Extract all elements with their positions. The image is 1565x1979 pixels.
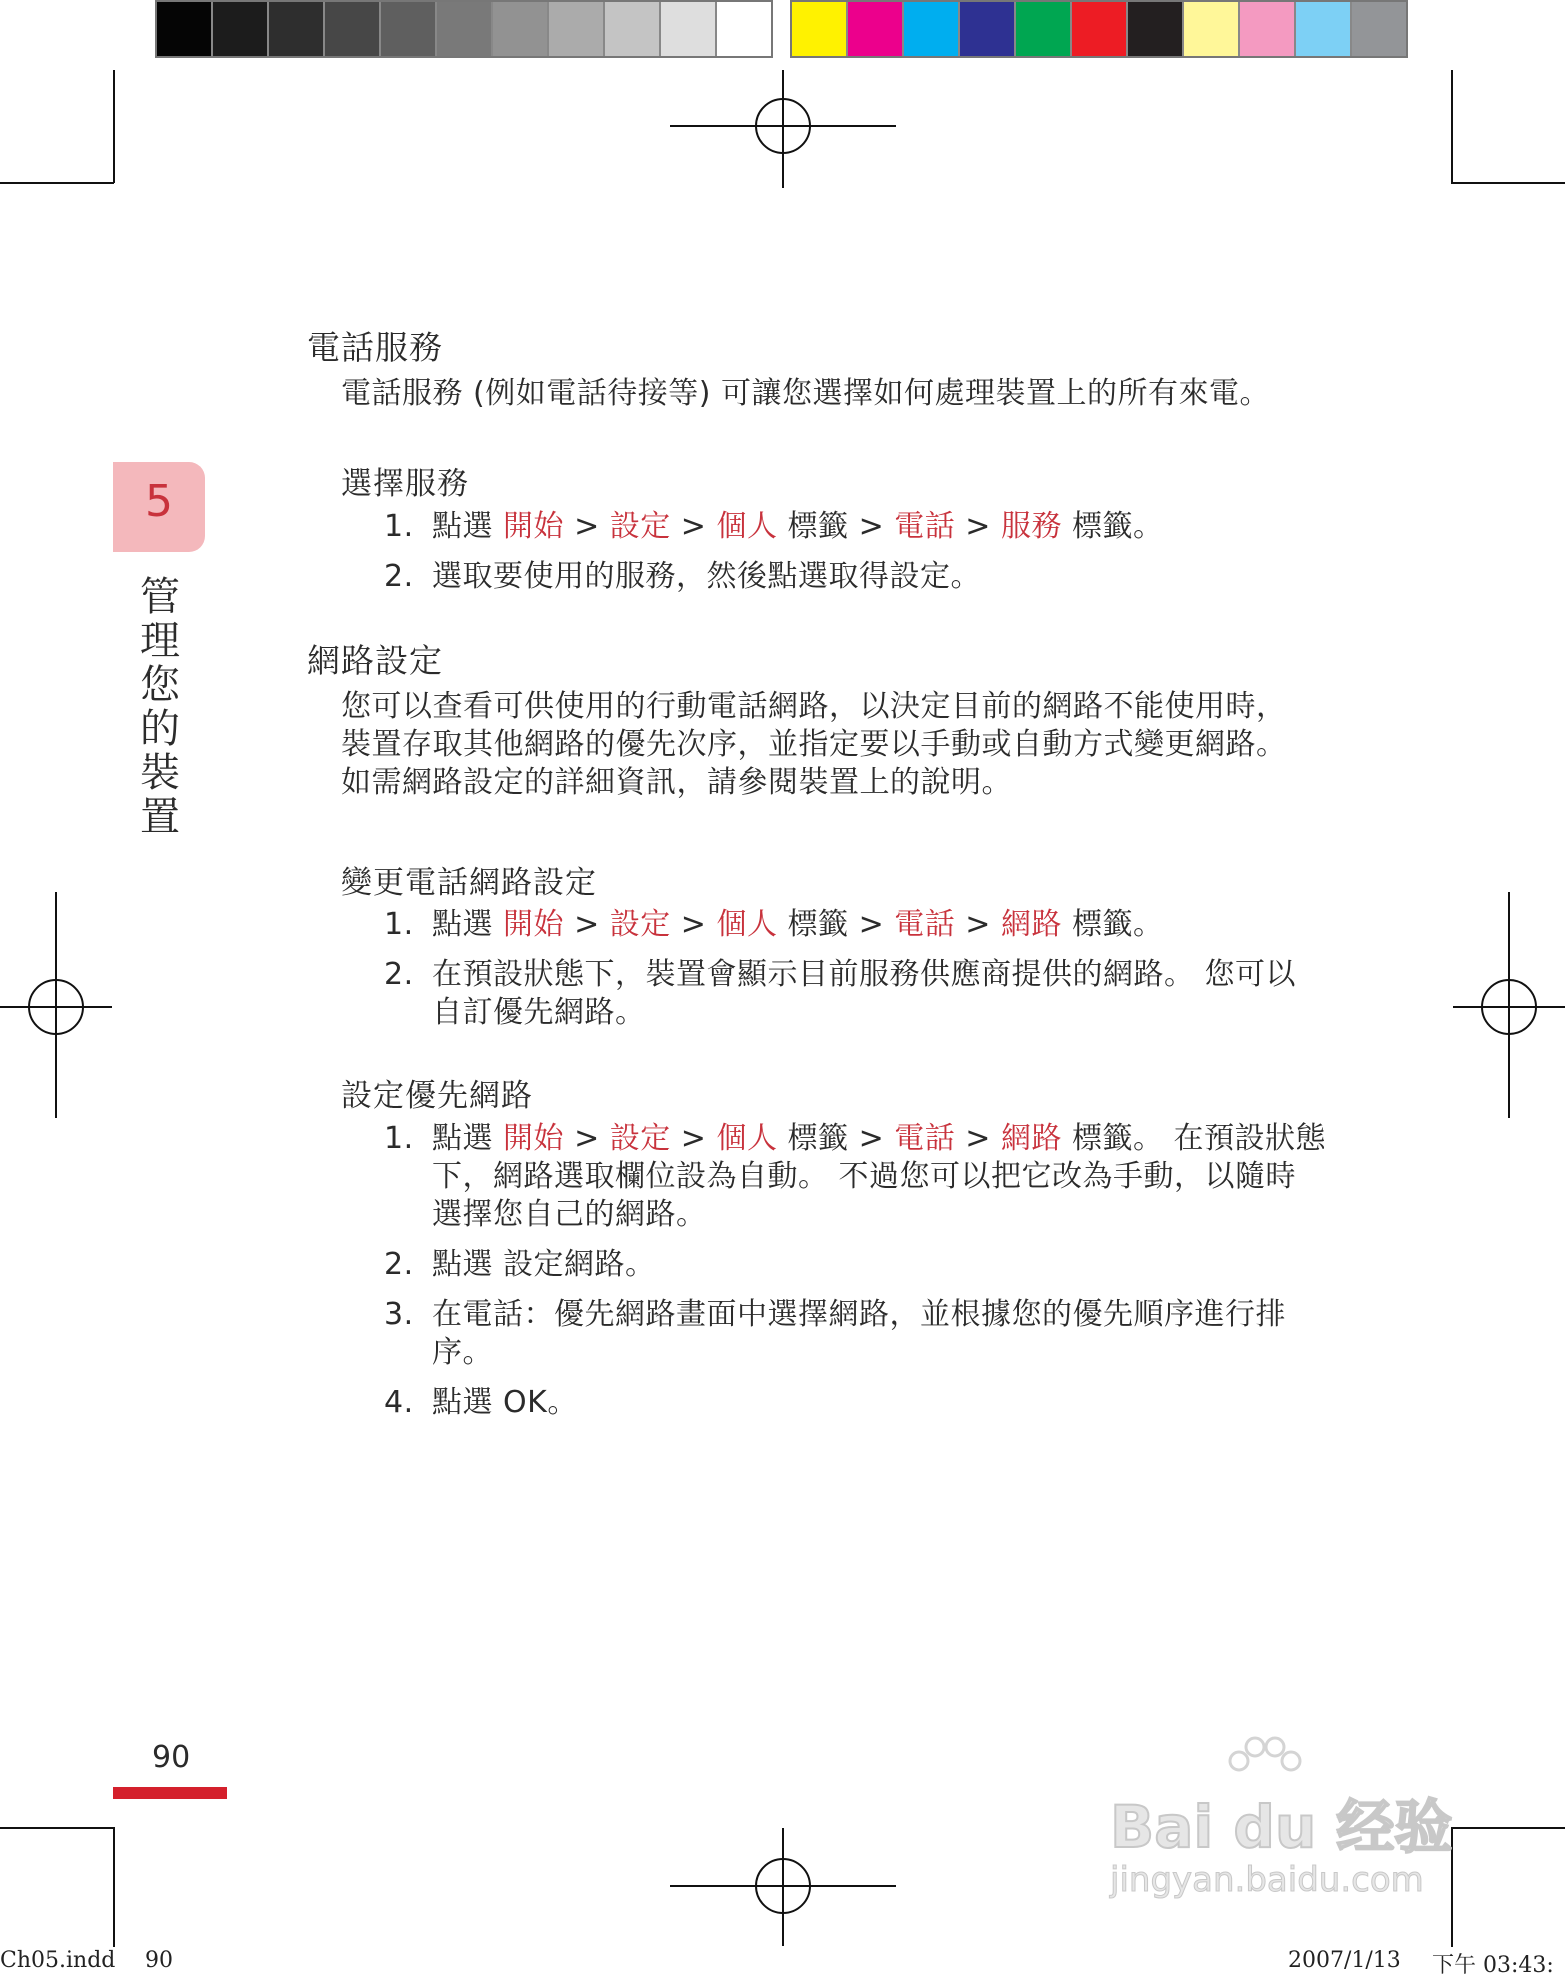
personal-link: 個人 [716,1121,778,1156]
slug-page: 90 [145,1948,173,1973]
crop-mark-top-left-h [0,182,114,184]
slug-file: Ch05.indd [0,1948,116,1973]
separator: > [564,907,610,942]
gray-swatch [437,2,493,56]
step-number: 1. [384,907,414,942]
step-text: 標籤。 [1061,509,1164,544]
step-text: 在電話：優先網路畫面中選擇網路，並根據您的優先順序進行排 [432,1297,1286,1332]
step-number: 1. [384,1121,414,1156]
separator: > [670,1121,717,1156]
separator: > [955,907,1001,942]
watermark-brand: Bai du 经验 [1110,1793,1453,1861]
color-swatch [1240,2,1296,56]
step-text: 點選 [432,907,504,942]
chapter-title-char: 裝 [140,750,180,796]
step-text: 點選 設定網路。 [432,1247,656,1282]
subtitle-select-service: 選擇服務 [341,466,469,502]
slug-time: 下午 03:43: [1432,1953,1554,1978]
section-title-network: 網路設定 [307,641,443,680]
step-text: 自訂優先網路。 [432,995,646,1030]
separator: > [564,509,610,544]
separator: > [955,1121,1001,1156]
separator: > [670,907,717,942]
color-swatch [848,2,904,56]
reg-left-circle [28,979,84,1035]
separator: > [955,509,1001,544]
reg-right-circle [1481,979,1537,1035]
step-text: 選取要使用的服務，然後點選取得設定。 [432,559,981,594]
chapter-title-vertical [138,575,182,839]
chapter-number: 5 [145,476,173,527]
intro-line: 裝置存取其他網路的優先次序，並指定要以手動或自動方式變更網路。 [341,727,1287,762]
settings-link: 設定 [609,907,671,942]
network-intro [341,688,1341,802]
step-number: 2. [384,559,414,594]
phone-link: 電話 [894,907,956,942]
chapter-tab [113,462,205,552]
step-number: 2. [384,957,414,992]
subtitle-change-network: 變更電話網路設定 [341,865,597,901]
start-link: 開始 [503,1121,565,1156]
color-swatch [1352,2,1406,56]
crop-mark-bottom-right-h [1451,1827,1565,1829]
crop-mark-bottom-left-h [0,1827,114,1829]
section-title-phone-service: 電話服務 [307,328,443,367]
subtitle-preferred-network: 設定優先網路 [341,1078,533,1114]
step-number: 1. [384,509,414,544]
paw-icon [1225,1735,1305,1795]
color-swatch [1016,2,1072,56]
phone-link: 電話 [894,509,956,544]
chapter-title-char: 理 [140,618,180,664]
network-link: 網路 [1000,907,1062,942]
start-link: 開始 [503,509,565,544]
page-number: 90 [152,1740,191,1775]
services-link: 服務 [1000,509,1062,544]
reg-top-circle [755,98,811,154]
step-text: 標籤。 在預設狀態 [1061,1121,1327,1156]
step-text: 標籤。 [1061,907,1164,942]
gray-swatch [605,2,661,56]
separator: > [564,1121,610,1156]
crop-mark-top-right-v [1451,70,1453,183]
gray-swatch [157,2,213,56]
slug-date: 2007/1/13 [1288,1948,1401,1973]
color-swatch [1296,2,1352,56]
color-swatch [1184,2,1240,56]
color-swatch [1072,2,1128,56]
step-number: 4. [384,1385,414,1420]
page-number-bar [113,1787,227,1799]
settings-link: 設定 [609,509,671,544]
color-swatch [1128,2,1184,56]
step-number: 3. [384,1297,414,1332]
gray-swatch [717,2,771,56]
gray-swatch [325,2,381,56]
color-bar [790,0,1408,58]
separator: > [670,509,717,544]
separator: > [848,509,895,544]
crop-mark-top-right-h [1451,182,1565,184]
settings-link: 設定 [609,1121,671,1156]
chapter-title-char: 置 [140,794,180,840]
chapter-title-char: 管 [140,574,180,620]
gray-swatch [269,2,325,56]
start-link: 開始 [503,907,565,942]
gray-swatch [381,2,437,56]
color-swatch [960,2,1016,56]
grayscale-bar [155,0,773,58]
step-text: 點選 [432,1121,504,1156]
gray-swatch [661,2,717,56]
step-text: 選擇您自己的網路。 [432,1197,707,1232]
phone-service-intro: 電話服務 (例如電話待接等) 可讓您選擇如何處理裝置上的所有來電。 [341,376,1270,411]
gray-swatch [549,2,605,56]
reg-bottom-circle [755,1858,811,1914]
step-text: 下，網路選取欄位設為自動。 不過您可以把它改為手動，以隨時 [432,1159,1297,1194]
network-link: 網路 [1000,1121,1062,1156]
color-swatch [904,2,960,56]
step-text: 標籤 [777,509,849,544]
personal-link: 個人 [716,509,778,544]
step-text: 序。 [432,1335,493,1370]
separator: > [848,1121,895,1156]
chapter-title-char: 您 [140,662,180,708]
gray-swatch [493,2,549,56]
step-number: 2. [384,1247,414,1282]
watermark-url: jingyan.baidu.com [1110,1860,1424,1900]
phone-link: 電話 [894,1121,956,1156]
intro-line: 如需網路設定的詳細資訊，請參閱裝置上的說明。 [341,765,1012,800]
crop-mark-bottom-left-v [113,1827,115,1947]
step-text: 在預設狀態下，裝置會顯示目前服務供應商提供的網路。 您可以 [432,957,1297,992]
intro-line: 您可以查看可供使用的行動電話網路，以決定目前的網路不能使用時， [341,689,1287,724]
crop-mark-top-left-v [113,70,115,183]
personal-link: 個人 [716,907,778,942]
separator: > [848,907,895,942]
chapter-title-char: 的 [140,706,180,752]
step-text: 點選 [432,509,504,544]
step-text: 點選 OK。 [432,1385,578,1420]
color-swatch [792,2,848,56]
gray-swatch [213,2,269,56]
step-text: 標籤 [777,1121,849,1156]
step-text: 標籤 [777,907,849,942]
